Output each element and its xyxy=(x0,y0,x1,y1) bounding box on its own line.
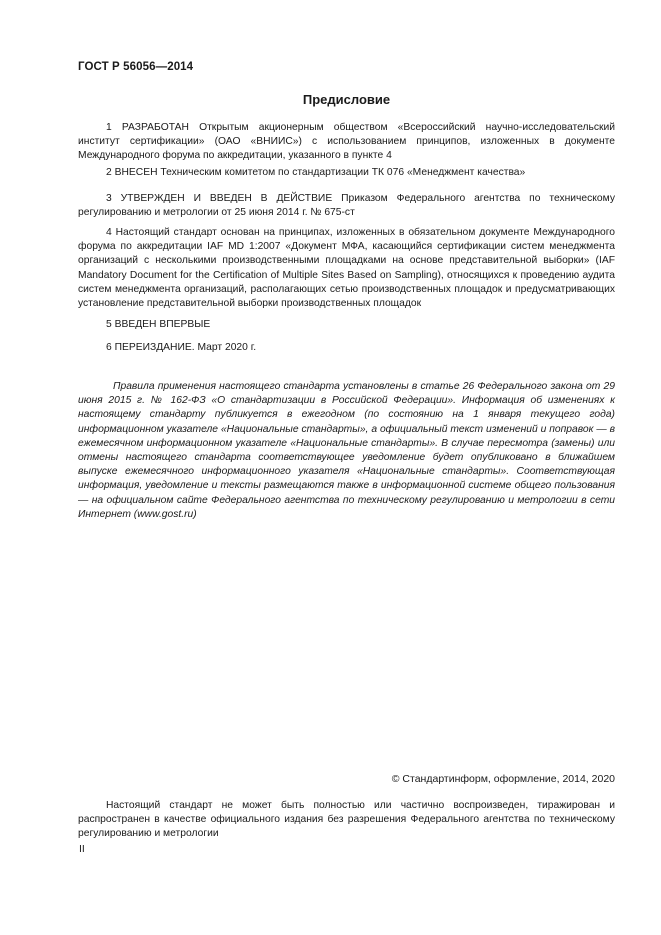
section-2-submitted: 2 ВНЕСЕН Техническим комитетом по стандартизации ТК 076 «Менеджмент качества» xyxy=(106,167,526,178)
page-title-text: Предисловие xyxy=(302,92,391,107)
section-4-basis: 4 Настоящий стандарт основан на принципах, изложенных в обязательном документе Международного форума по аккредитации IAF MD 1:2007 «Документ МФА, касающийся сертификации систем менеджмента организаций с несколькими производственными площадками на основе представительной выборки» (IAF Mandatory Document for the Certification of Multiple Sites Based on Sampling), относящихся к проведению аудита систем менеджмента организаций, располагающих сетью производственных площадок и предусматривающих установление представительной выборки производственных площадок xyxy=(78,227,615,310)
page-title xyxy=(0,92,661,107)
section-1-developed: 1 РАЗРАБОТАН Открытым акционерным обществом «Всероссийский научно-исследовательский институт сертификации» (ОАО «ВНИИС») с использованием принципов, изложенных в документе Международного форума по аккредитации, указанного в пункте 4 xyxy=(78,122,615,162)
section-5-introduced: 5 ВВЕДЕН ВПЕРВЫЕ xyxy=(106,319,211,330)
copyright-line: © Стандартинформ, оформление, 2014, 2020 xyxy=(391,773,615,785)
page-number: II xyxy=(79,843,85,855)
standard-code: ГОСТ Р 56056—2014 xyxy=(78,61,194,73)
section-6-reissue: 6 ПЕРЕИЗДАНИЕ. Март 2020 г. xyxy=(106,342,257,353)
section-3-approved: 3 УТВЕРЖДЕН И ВВЕДЕН В ДЕЙСТВИЕ Приказом Федерального агентства по техническому регулированию и метрологии от 25 июня 2014 г. № 675-ст xyxy=(78,193,615,219)
reproduction-notice: Настоящий стандарт не может быть полностью или частично воспроизведен, тиражирован и распространен в качестве официального издания без разрешения Федерального агентства по техническому регулированию и метрологии xyxy=(78,800,615,840)
rules-of-application-note: Правила применения настоящего стандарта установлены в статье 26 Федерального закона от 29 июня 2015 г. № 162-ФЗ «О стандартизации в Российской Федерации». Информация об изменениях к настоящему стандарту публикуется в ежегодном (по состоянию на 1 января текущего года) информационном указателе «Национальные стандарты», а официальный текст изменений и поправок — в ежемесячном информационном указателе «Национальные стандарты». В случае пересмотра (замены) или отмены настоящего стандарта соответствующее уведомление будет опубликовано в ближайшем выпуске ежемесячного информационного указателя «Национальные стандарты». Соответствующая информация, уведомление и тексты размещаются также в информационной системе общего пользования — на официальном сайте Федерального агентства по техническому регулированию и метрологии в сети Интернет (www.gost.ru) xyxy=(78,381,615,520)
